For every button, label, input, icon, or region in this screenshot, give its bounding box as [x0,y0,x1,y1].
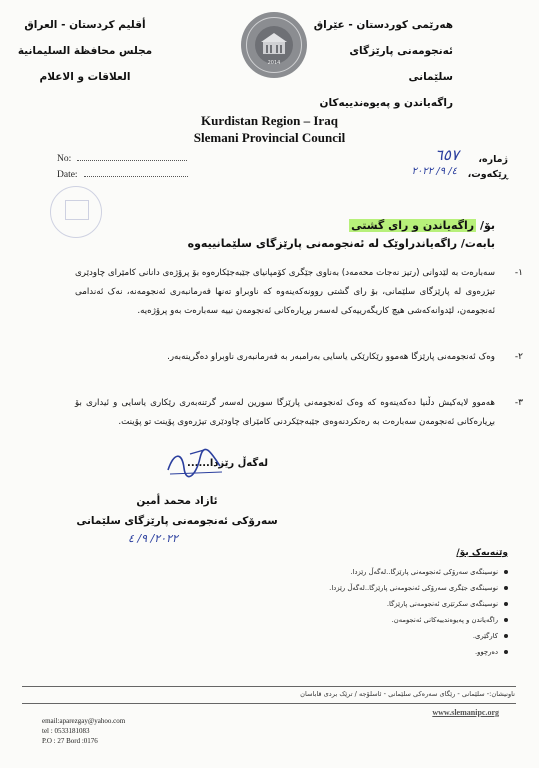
arabic-header-line-2: مجلس محافظة السليمانية [17,45,153,57]
signatory-position: سەرۆکی ئەنجومەنی پارێزگای سلێمانی [76,515,278,527]
number-label-ku: ژمارە، [478,154,508,165]
kurdish-header [303,12,453,116]
council-logo [241,12,307,78]
kurdish-header-line-1: هەرێمی کوردستان - عێراق [313,19,453,31]
kurdish-header-line-3: راگەیاندن و پەیوەندییەکان [319,97,453,109]
signature-date: ٢٠٢٢/ ٩/ ٤ [128,532,178,545]
footer-divider [22,686,516,687]
footer-divider [22,703,516,704]
number-value: ٦٥٧ [434,146,459,164]
cc-item: نوسینگەی سەرۆکی ئەنجومەنی پارێزگا..لەگەڵ رێزدا. [350,568,508,576]
kurdish-header-line-2: ئەنجومەنی پارێزگای سلێمانی [349,45,453,83]
date-value: ٤/ ٩/ ٢٠٢٢ [411,166,457,177]
no-field [57,152,187,164]
recipient-prefix: بۆ/ [476,219,495,232]
recipient-line [349,219,495,232]
paragraph-number: ٣- [514,398,523,408]
no-label: No: [57,154,72,164]
recipient-highlighted: راگەیاندن و رای گشتی [351,219,475,232]
footer-tel: tel : 0533181083 [42,727,90,735]
paragraph-text: وەک ئەنجومەنی پارێزگا هەموو رێکارێکی یاسایی بەرامبەر بە فەرمانبەری ناوبراو دەگرینەبەر. [167,352,495,362]
cc-item: دەرچوو. [475,648,508,656]
footer-address: ناونیشان:- سلێمانی - رێگای سەرەکی سلێمانی - ئاسلۆجە / ترێک بردی قاباسان [300,690,515,698]
regards-dots: ...... [187,458,210,469]
date-label: Date: [57,170,78,180]
arabic-header-line-3: العلاقات و الاعلام [39,71,131,83]
footer-website: www.slemanipc.org [432,708,499,717]
paragraph-text: هەموو لایەکیش دڵنیا دەکەینەوە کە وەک ئەنجومەنی پارێزگا سورین لەسەر گرتنەبەری رێکاری یاسایی و ئیداری بۆ بڕیارەکانی ئەنجومەن سەبارەت بە رەتکردنەوەی جێبەجێکردنی کامێرای چاودێری تیژرەوی پۆینت تو پۆینت. [75,398,495,427]
arabic-header [10,12,160,90]
paragraph-text: سەبارەت بە لێدوانی (رتیز نەجات محەمەد) بەناوی جێگری کۆمپانیای جێبەجێکارەوە بۆ پرۆژەی دانانی کامێرای چاودێری تیژرەوی لە پارێزگای سلێمانی، بۆ رای گشتی روونەکەینەوە کە ناوبراو تەنها فەرمانبەری ئەنجومەنە، نەک ئەندامی ئەنجومەن، لێدوانەکەشی هیچ کاریگەرییەکی لەسەر بڕیارەکانی ئەنجومەن نییە سەبارەت بەو پرۆژەیە. [75,268,495,316]
subject-line: بابەت/ راگەیاندراوێک لە ئەنجومەنی پارێزگای سلێمانییەوە [187,237,495,250]
paragraph-number: ٢- [514,352,523,362]
paragraph-2 [75,348,523,367]
date-field [57,168,188,180]
regards-text: لەگەڵ رێزدا [209,458,268,469]
building-icon [255,26,293,64]
cc-title: وێنەیەک بۆ/ [456,548,508,558]
cc-item: کارگێری. [473,632,508,640]
cc-item: راگەیاندن و پەیوەندییەکانی ئەنجومەن. [392,616,508,624]
paragraph-1 [75,264,523,321]
paragraph-number: ١- [514,268,523,278]
logo-year: 2014 [267,60,281,66]
english-title-line-2: Slemani Provincial Council [193,130,346,145]
cc-item: نوسینگەی سکرتێری ئەنجومەنی پارێزگا. [387,600,508,608]
date-label-ku: ڕێکەوت، [467,169,508,180]
arabic-header-line-1: أقليم كردستان - العراق [24,19,146,31]
signatory-name: ئازاد محمد أمین [136,495,218,507]
paragraph-3 [75,394,523,432]
footer-contact [42,716,125,746]
footer-po: P.O : 27 Bord :0176 [42,737,98,745]
english-title-line-1: Kurdistan Region – Iraq [201,113,338,128]
faint-stamp [50,186,102,238]
signature-scribble [160,446,230,480]
footer-email: email:aparezgay@yahoo.com [42,717,126,725]
cc-item: نوسینگەی جێگری سەرۆکی ئەنجومەنی پارێزگا..لەگەڵ رێزدا. [329,584,508,592]
